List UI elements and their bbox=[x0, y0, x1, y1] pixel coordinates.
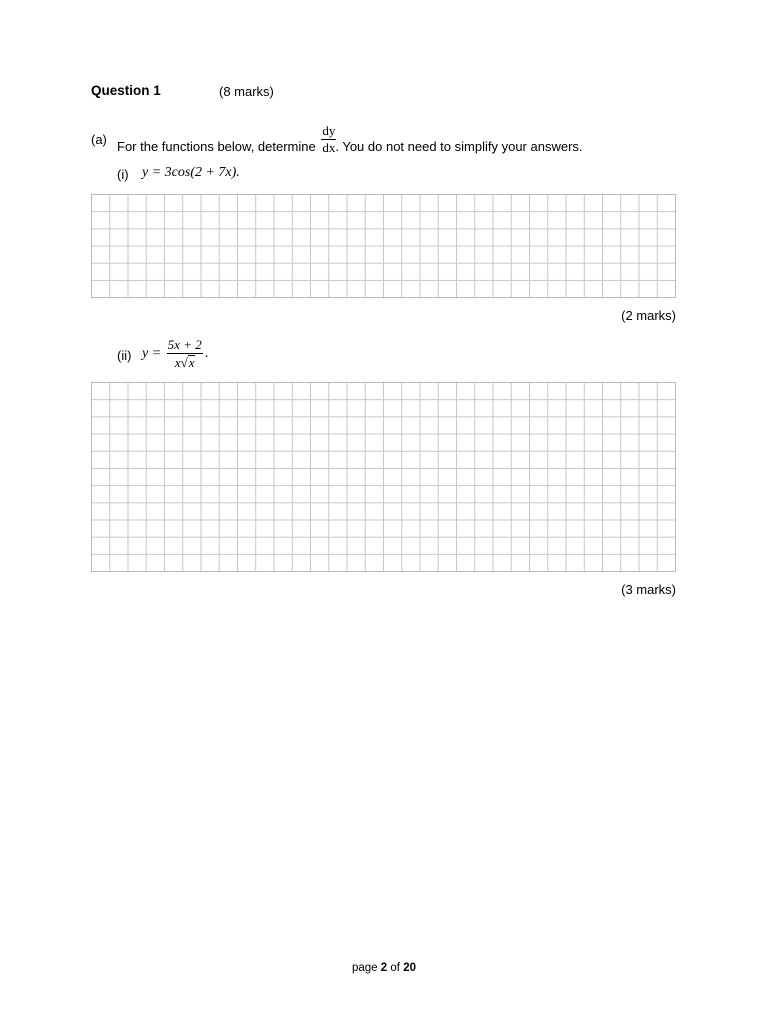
sqrt-symbol: √ bbox=[180, 355, 188, 370]
dy-dx-fraction bbox=[321, 124, 336, 155]
page-total: 20 bbox=[403, 962, 416, 974]
equation-fraction bbox=[167, 338, 203, 370]
sub-question-i-equation: y = 3cos(2 + 7x). bbox=[142, 165, 240, 180]
answer-grid-ii[interactable] bbox=[91, 382, 676, 572]
sub-question-ii-label: (ii) bbox=[117, 348, 132, 363]
page-number bbox=[0, 962, 768, 974]
question-marks: (8 marks) bbox=[219, 84, 274, 99]
equation-lhs: y = bbox=[142, 346, 162, 361]
equation-numerator: 5x + 2 bbox=[167, 337, 202, 352]
question-title: Question 1 bbox=[91, 83, 161, 98]
part-a-label: (a) bbox=[91, 132, 107, 147]
part-a-text-before: For the functions below, determine bbox=[117, 138, 316, 154]
sqrt-argument: x bbox=[188, 355, 195, 370]
equation-trailing: . bbox=[204, 346, 209, 361]
part-a-text-after: . You do not need to simplify your answers. bbox=[335, 138, 583, 154]
denominator-x: x bbox=[174, 355, 181, 370]
part-a-instruction bbox=[117, 123, 583, 163]
sub-question-i-marks: (2 marks) bbox=[621, 308, 676, 323]
answer-grid-i[interactable] bbox=[91, 194, 676, 298]
page-prefix: page bbox=[352, 962, 378, 974]
sub-question-ii-marks: (3 marks) bbox=[621, 582, 676, 597]
page-of: of bbox=[390, 962, 400, 974]
fraction-denominator: dx bbox=[322, 140, 336, 155]
sub-question-i-label: (i) bbox=[117, 167, 129, 182]
page-current: 2 bbox=[380, 962, 388, 974]
equation-denominator bbox=[167, 354, 203, 370]
sub-question-ii-equation bbox=[142, 338, 208, 370]
fraction-numerator: dy bbox=[322, 123, 336, 138]
